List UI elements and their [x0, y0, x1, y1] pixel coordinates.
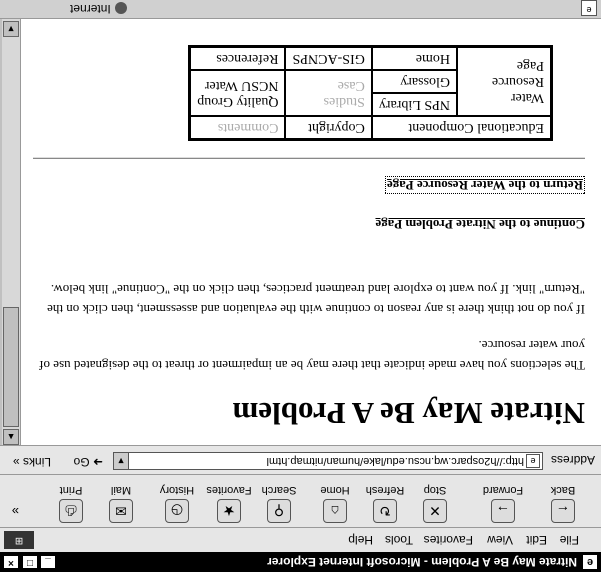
nav-ncsu-water-quality-group[interactable]: Quality Group NCSU Water [190, 70, 286, 116]
menu-help[interactable]: Help [348, 533, 373, 547]
print-icon: ⎙ [59, 499, 83, 523]
nav-educational-component[interactable]: Educational Component [372, 116, 552, 140]
menu-edit[interactable]: Edit [526, 533, 547, 547]
history-button[interactable]: ◷ History [153, 484, 201, 523]
favorites-icon: ★ [217, 499, 241, 523]
nav-case-studies[interactable]: Studies Case [285, 70, 371, 116]
title-bar [0, 552, 601, 572]
scroll-down-button[interactable]: ▼ [3, 21, 19, 37]
toolbar-more-button[interactable]: » [11, 504, 19, 519]
nav-comments[interactable]: Comments [190, 116, 286, 140]
page-icon: e [526, 454, 540, 468]
go-arrow-icon: ➜ [92, 455, 103, 469]
site-navigation-table [188, 45, 553, 141]
vertical-scrollbar[interactable] [2, 19, 21, 445]
nav-home[interactable]: Home [372, 47, 457, 71]
scroll-up-button[interactable]: ▲ [3, 429, 19, 445]
windows-logo-icon: ⊞ [4, 531, 34, 549]
nav-glossary[interactable]: Glossary [372, 70, 457, 93]
forward-button[interactable]: → Forward [479, 484, 527, 523]
search-button[interactable]: ⚲ Search [255, 484, 303, 523]
menu-file[interactable]: File [559, 533, 579, 547]
links-button[interactable]: Links » [12, 455, 51, 469]
nav-water-resource-page[interactable]: Water Resource Page [457, 47, 552, 117]
window-title: Nitrate May Be A Problem - Microsoft Internet Explorer [267, 555, 577, 569]
maximize-button[interactable]: □ [22, 555, 38, 569]
back-button[interactable]: ← Back [539, 484, 587, 523]
menu-view[interactable]: View [487, 533, 513, 547]
standard-toolbar [0, 474, 601, 527]
ie-icon: e [583, 555, 597, 569]
history-icon: ◷ [165, 499, 189, 523]
mail-button[interactable]: ✉ Mail [97, 484, 145, 523]
instruction-paragraph: If you do not think there is any reason to continue with the evaluation and assessment, then click on the "Return" link. If you want to explore land treatment practices, then click on the "Continue" link below. [47, 282, 585, 317]
menu-favorites[interactable]: Favorites [423, 533, 473, 547]
address-dropdown-button[interactable]: ▼ [114, 453, 129, 469]
status-page-icon: e [581, 0, 597, 16]
minimize-button[interactable]: _ [40, 555, 56, 569]
horizontal-rule [33, 157, 585, 159]
menu-bar [0, 527, 601, 552]
home-icon: ⌂ [323, 499, 347, 523]
go-button[interactable]: ➜ Go [73, 455, 103, 469]
intro-paragraph: The selections you have made indicate that there may be an impairment or threat to the designated use of your water resource. [39, 338, 585, 373]
stop-icon: ✕ [423, 499, 447, 523]
scroll-thumb[interactable] [3, 307, 19, 427]
address-url: http://h2osparc.wq.ncsu.edu/lake/human/nitmap.html [266, 455, 524, 467]
nav-copyright[interactable]: Copyright [285, 116, 371, 140]
page-heading: Nitrate May Be A Problem [232, 396, 585, 431]
close-button[interactable]: × [3, 555, 19, 569]
nav-nps-library[interactable]: NPS Library [372, 93, 457, 116]
nav-references[interactable]: References [190, 47, 286, 71]
mail-icon: ✉ [109, 499, 133, 523]
security-zone: Internet [70, 2, 127, 16]
print-button[interactable]: ⎙ Print [47, 484, 95, 523]
search-icon: ⚲ [267, 499, 291, 523]
continue-link[interactable]: Continue to the Nitrate Problem Page [375, 217, 585, 232]
page-content [21, 19, 601, 445]
status-bar [0, 0, 601, 19]
favorites-button[interactable]: ★ Favorites [205, 484, 253, 523]
stop-button[interactable]: ✕ Stop [411, 484, 459, 523]
refresh-icon: ↻ [373, 499, 397, 523]
address-bar [0, 445, 601, 474]
menu-tools[interactable]: Tools [384, 533, 413, 547]
forward-arrow-icon: → [491, 499, 515, 523]
globe-icon [115, 2, 127, 14]
refresh-button[interactable]: ↻ Refresh [361, 484, 409, 523]
return-link[interactable]: Return to the Water Resource Page [386, 178, 583, 193]
nav-gis-acnps[interactable]: GIS-ACNPS [285, 47, 371, 71]
back-arrow-icon: ← [551, 499, 575, 523]
home-button[interactable]: ⌂ Home [311, 484, 359, 523]
address-label: Address [550, 453, 595, 467]
address-input[interactable] [113, 452, 543, 470]
